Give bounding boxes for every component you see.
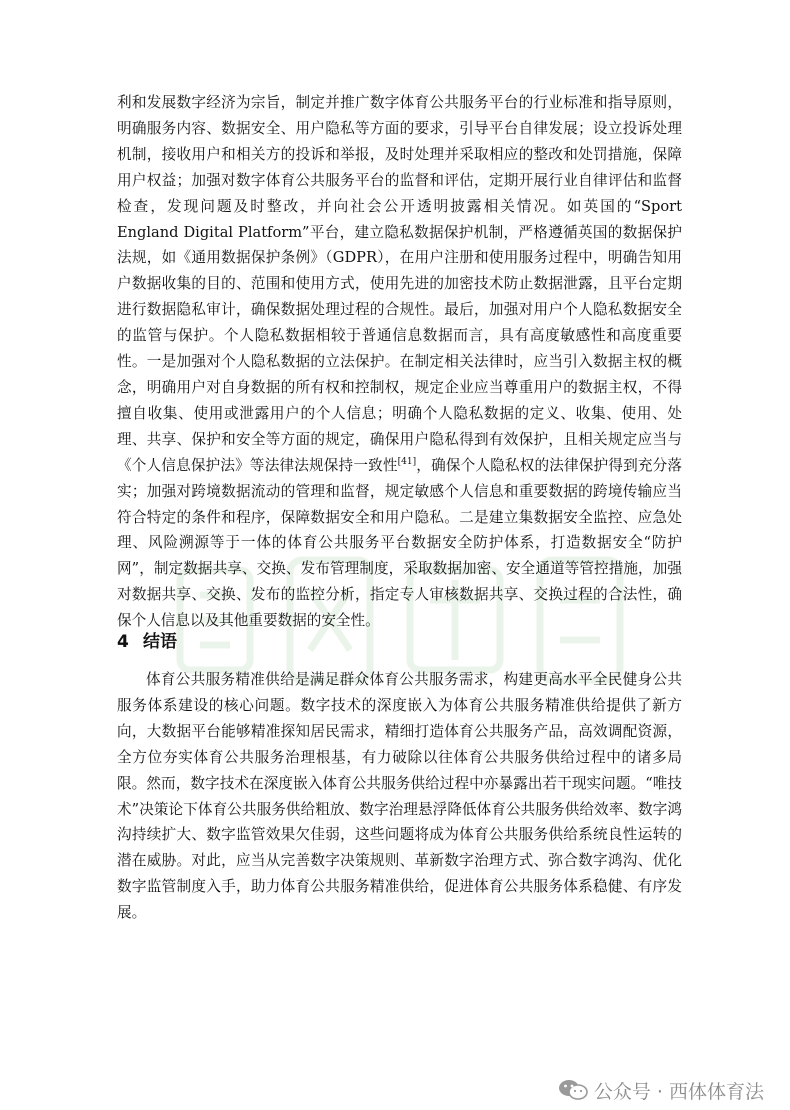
paragraph-1-part-b: ，确保个人隐私权的法律保护得到充分落实；加强对跨境数据流动的管理和监督，规定敏感个人信息和重要数据的跨境传输应当符合特定的条件和程序，保障数据安全和用户隐私。二是建立集数据安全监控、应急处理、风险溯源等于一体的体育公共服务平台数据安全防护体系，打造数据安全“防护网”，制定数据共享、交换、发布管理制度，采取数据加密、安全通道等管控措施，加强对数据共享、交换、发布的监控分析，指定专人审核数据共享、交换过程的合法性，确保个人信息以及其他重要数据的安全性。 bbox=[117, 456, 682, 630]
citation-41: [41] bbox=[397, 456, 417, 467]
body-paragraph-1 bbox=[117, 90, 682, 634]
section-heading bbox=[117, 627, 417, 657]
footer-channel-label: 公众号 · 西体体育法 bbox=[593, 1080, 764, 1103]
paragraph-1-part-a: 利和发展数字经济为宗旨，制定并推广数字体育公共服务平台的行业标准和指导原则，明确服务内容、数据安全、用户隐私等方面的要求，引导平台自律发展；设立投诉处理机制，接收用户和相关方的投诉和举报，及时处理并采取相应的整改和处罚措施，保障用户权益；加强对数字体育公共服务平台的监督和评估，定期开展行业自律评估和监督检查，发现问题及时整改，并向社会公开透明披露相关情况。如英国的“Sport England Digital Platform”平台，建立隐私数据保护机制，严格遵循英国的数据保护法规，如《通用数据保护条例》（GDPR），在用户注册和使用服务过程中，明确告知用户数据收集的目的、范围和使用方式，使用先进的加密技术防止数据泄露，且平台定期进行数据隐私审计，确保数据处理过程的合规性。最后，加强对用户个人隐私数据安全的监管与保护。个人隐私数据相较于普通信息数据而言，具有高度敏感性和高度重要性。一是加强对个人隐私数据的立法保护。在制定相关法律时，应当引入数据主权的概念，明确用户对自身数据的所有权和控制权，规定企业应当尊重用户的数据主权，不得擅自收集、使用或泄露用户的个人信息；明确个人隐私数据的定义、收集、使用、处理、共享、保护和安全等方面的规定，确保用户隐私得到有效保护，且相关规定应当与《个人信息保护法》等法律法规保持一致性 bbox=[117, 94, 682, 474]
section-number: 4 bbox=[117, 632, 129, 652]
wechat-icon bbox=[558, 1078, 588, 1102]
section-title: 结语 bbox=[143, 632, 177, 652]
footer-channel bbox=[558, 1075, 764, 1105]
body-paragraph-2: 体育公共服务精准供给是满足群众体育公共服务需求，构建更高水平全民健身公共服务体系建设的核心问题。数字技术的深度嵌入为体育公共服务精准供给提供了新方向，大数据平台能够精准探知居民需求，精细打造体育公共服务产品，高效调配资源，全方位夯实体育公共服务治理根基，有力破除以往体育公共服务供给过程中的诸多局限。然而，数字技术在深度嵌入体育公共服务供给过程中亦暴露出若干现实问题。“唯技术”决策论下体育公共服务供给粗放、数字治理悬浮降低体育公共服务供给效率、数字鸿沟持续扩大、数字监管效果欠佳弱，这些问题将成为体育公共服务供给系统良性运转的潜在威胁。对此，应当从完善数字决策规则、革新数字治理方式、弥合数字鸿沟、优化数字监管制度入手，助力体育公共服务精准供给，促进体育公共服务体系稳健、有序发展。 bbox=[117, 671, 682, 922]
